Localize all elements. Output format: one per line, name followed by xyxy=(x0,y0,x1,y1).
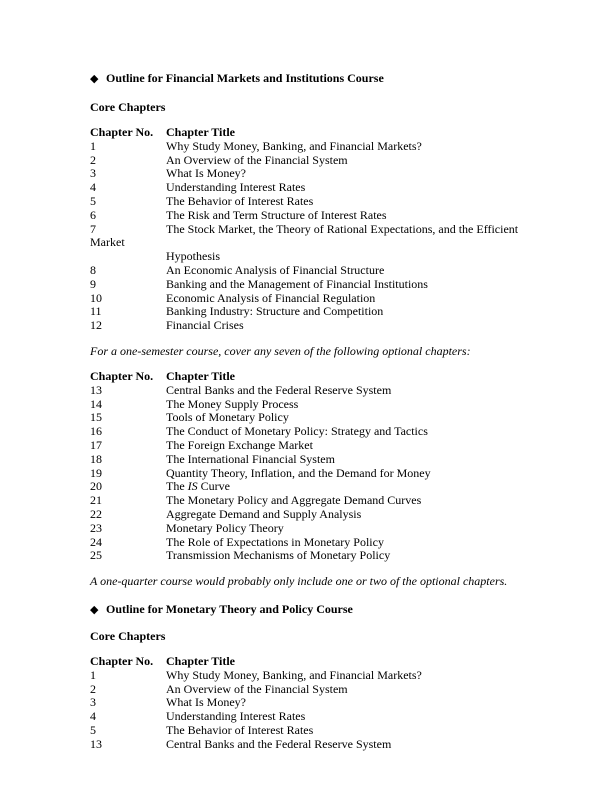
chapter-title: What Is Money? xyxy=(166,166,246,181)
chapter-title: Central Banks and the Federal Reserve System xyxy=(166,736,392,751)
core-rows xyxy=(90,140,530,223)
chapter-number: 5 xyxy=(90,722,96,737)
section1-core-label: Core Chapters xyxy=(90,100,166,114)
chapter-title: Aggregate Demand and Supply Analysis xyxy=(166,506,362,521)
chapter-number: 3 xyxy=(90,695,96,710)
section1-optional-table xyxy=(90,370,530,563)
diamond-bullet-icon: ◆ xyxy=(90,73,99,85)
table-row xyxy=(90,167,530,181)
table-row xyxy=(90,398,530,412)
chapter-number: 15 xyxy=(90,410,102,425)
col-chapter-title: Chapter Title xyxy=(166,654,236,668)
table-row xyxy=(90,154,530,168)
table-row xyxy=(90,710,530,724)
chapter-title: The Risk and Term Structure of Interest Rates xyxy=(166,207,387,222)
optional-note: For a one-semester course, cover any seven of the following optional chapters: xyxy=(90,344,471,358)
chapter-title: Economic Analysis of Financial Regulation xyxy=(166,290,376,305)
table-row xyxy=(90,508,530,522)
core-rows-2 xyxy=(90,264,530,333)
chapter-title: The Role of Expectations in Monetary Policy xyxy=(166,534,384,549)
chapter-number: 13 xyxy=(90,382,102,397)
table-row xyxy=(90,411,530,425)
core-rows xyxy=(90,669,530,752)
table-row xyxy=(90,439,530,453)
table-row xyxy=(90,696,530,710)
chapter-title-continued: Hypothesis xyxy=(166,249,220,264)
chapter-number: 24 xyxy=(90,534,102,549)
chapter-number: 14 xyxy=(90,396,102,411)
table-header xyxy=(90,126,530,140)
chapter-number: 8 xyxy=(90,262,96,277)
chapter-title: The Monetary Policy and Aggregate Demand Curves xyxy=(166,493,422,508)
table-row xyxy=(90,494,530,508)
chapter-title xyxy=(166,480,230,494)
chapter-number: 12 xyxy=(90,318,102,333)
chapter-title: The International Financial System xyxy=(166,451,335,466)
chapter-title: The Behavior of Interest Rates xyxy=(166,193,314,208)
title-part: The xyxy=(166,479,188,494)
section1-heading-text: Outline for Financial Markets and Institutions Course xyxy=(106,71,384,85)
chapter-number: 1 xyxy=(90,138,96,153)
table-row xyxy=(90,209,530,223)
table-row xyxy=(90,292,530,306)
chapter-number: 2 xyxy=(90,152,96,167)
chapter-number: 9 xyxy=(90,276,96,291)
section2-heading-text: Outline for Monetary Theory and Policy Course xyxy=(106,602,353,616)
chapter-title: Tools of Monetary Policy xyxy=(166,410,289,425)
table-row xyxy=(90,453,530,467)
chapter-number: 21 xyxy=(90,493,102,508)
chapter-number: 10 xyxy=(90,290,102,305)
table-row xyxy=(90,536,530,550)
chapter-title: Central Banks and the Federal Reserve System xyxy=(166,382,392,397)
chapter-title: An Economic Analysis of Financial Structure xyxy=(166,262,385,277)
chapter-title: Financial Crises xyxy=(166,318,244,333)
chapter-number: 4 xyxy=(90,709,96,724)
chapter-title: Why Study Money, Banking, and Financial Markets? xyxy=(166,138,422,153)
table-row xyxy=(90,223,530,264)
table-row xyxy=(90,738,530,752)
diamond-bullet-icon: ◆ xyxy=(90,604,99,616)
section2-core-label: Core Chapters xyxy=(90,629,166,643)
chapter-number: 3 xyxy=(90,166,96,181)
chapter-number: 22 xyxy=(90,506,102,521)
table-row xyxy=(90,305,530,319)
chapter-title: Transmission Mechanisms of Monetary Policy xyxy=(166,548,391,563)
table-row xyxy=(90,724,530,738)
section1-heading xyxy=(90,72,530,87)
table-row xyxy=(90,278,530,292)
chapter-number: 19 xyxy=(90,465,102,480)
chapter-title: An Overview of the Financial System xyxy=(166,152,348,167)
chapter-title: Understanding Interest Rates xyxy=(166,709,306,724)
table-row xyxy=(90,140,530,154)
col-chapter-no: Chapter No. xyxy=(90,369,154,383)
chapter-number: 11 xyxy=(90,304,102,319)
chapter-title: The Foreign Exchange Market xyxy=(166,437,313,452)
table-row xyxy=(90,425,530,439)
chapter-title: Quantity Theory, Inflation, and the Demand for Money xyxy=(166,465,431,480)
chapter-title: Understanding Interest Rates xyxy=(166,180,306,195)
table-row xyxy=(90,480,530,494)
col-chapter-no: Chapter No. xyxy=(90,125,154,139)
chapter-number: 20 xyxy=(90,479,102,494)
section2-heading xyxy=(90,603,530,618)
chapter-number: 13 xyxy=(90,736,102,751)
chapter-number: 23 xyxy=(90,520,102,535)
table-row xyxy=(90,467,530,481)
table-header xyxy=(90,655,530,669)
table-row xyxy=(90,181,530,195)
chapter-title: Why Study Money, Banking, and Financial Markets? xyxy=(166,667,422,682)
chapter-number: 4 xyxy=(90,180,96,195)
chapter-title: An Overview of the Financial System xyxy=(166,681,348,696)
chapter-number: 6 xyxy=(90,207,96,222)
chapter-title: Banking and the Management of Financial Institutions xyxy=(166,276,428,291)
col-chapter-title: Chapter Title xyxy=(166,369,236,383)
chapter-number: 1 xyxy=(90,667,96,682)
quarter-note: A one-quarter course would probably only include one or two of the optional chapters. xyxy=(90,574,508,588)
chapter-title: The Stock Market, the Theory of Rational Expectations, and the Efficient Market xyxy=(90,221,519,250)
optional-rows xyxy=(90,384,530,481)
chapter-number: 17 xyxy=(90,437,102,452)
chapter-number: 5 xyxy=(90,193,96,208)
chapter-title: Banking Industry: Structure and Competition xyxy=(166,304,384,319)
section2-core-table xyxy=(90,655,530,752)
title-part: Curve xyxy=(197,479,230,494)
col-chapter-no: Chapter No. xyxy=(90,654,154,668)
table-row xyxy=(90,669,530,683)
table-row xyxy=(90,384,530,398)
chapter-number: 16 xyxy=(90,424,102,439)
table-row xyxy=(90,522,530,536)
section1-core-table xyxy=(90,126,530,333)
table-header xyxy=(90,370,530,384)
title-part-italic: IS xyxy=(187,479,198,494)
col-chapter-title: Chapter Title xyxy=(166,125,236,139)
chapter-number: 25 xyxy=(90,548,102,563)
chapter-title: The Money Supply Process xyxy=(166,396,299,411)
chapter-title: The Behavior of Interest Rates xyxy=(166,722,314,737)
table-row xyxy=(90,319,530,333)
table-row xyxy=(90,264,530,278)
chapter-title: The Conduct of Monetary Policy: Strategy and Tactics xyxy=(166,424,428,439)
optional-rows-2 xyxy=(90,494,530,563)
table-row xyxy=(90,195,530,209)
chapter-number: 2 xyxy=(90,681,96,696)
chapter-number: 18 xyxy=(90,451,102,466)
chapter-title: Monetary Policy Theory xyxy=(166,520,284,535)
table-row xyxy=(90,549,530,563)
chapter-number: 7 xyxy=(90,221,96,236)
chapter-title: What Is Money? xyxy=(166,695,246,710)
table-row xyxy=(90,683,530,697)
